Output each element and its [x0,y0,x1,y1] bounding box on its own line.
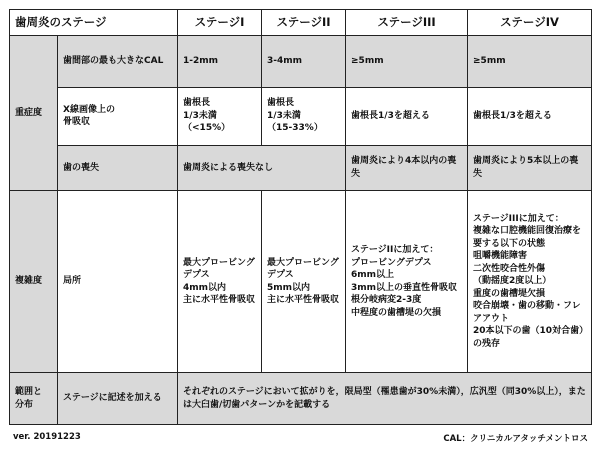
complexity-stage-4: ステージIIIに加えて： 複雑な口腔機能回復治療を要する以下の状態 咀嚼機能障害 二次性咬合性外傷 （動揺度2度以上） 重度の歯槽堤欠損 咬合崩壊・歯の移動・フレアアウト 20本以下の歯（10対合歯）の残存 [468,191,592,373]
bone-loss-stage-1: 歯根長 1/3未満 （<15%） [178,87,262,145]
bone-loss-label: X線画像上の 骨吸収 [58,87,178,145]
cal-footnote: CAL：クリニカルアタッチメントロス [443,434,588,444]
bone-loss-stage-3: 歯根長1/3を超える [346,87,468,145]
complexity-stage-2: 最大プロービングデプス 5mm以内 主に水平性骨吸収 [262,191,346,373]
tooth-loss-stage-4: 歯周炎により5本以上の喪失 [468,145,592,191]
periodontitis-stage-table [9,9,592,425]
severity-category: 重症度 [10,35,58,190]
header-row [10,10,592,36]
version-label: ver. 20191223 [13,432,81,442]
bone-loss-row [10,87,592,145]
stage-1-header: ステージI [178,10,262,36]
stage-4-header: ステージIV [468,10,592,36]
table-title: 歯周炎のステージ [10,10,178,36]
extent-description: それぞれのステージにおいて拡がりを，限局型（罹患歯が30%未満），広汎型（同30%以上），または大臼歯/切歯パターンかを記載する [178,373,592,425]
bone-loss-stage-4: 歯根長1/3を超える [468,87,592,145]
complexity-stage-3: ステージIIに加えて： プロービングデプス 6mm以上 3mm以上の垂直性骨吸収 根分岐病変2-3度 中程度の歯槽堤の欠損 [346,191,468,373]
stage-3-header: ステージIII [346,10,468,36]
bone-loss-stage-2: 歯根長 1/3未満 （15-33%） [262,87,346,145]
extent-label: ステージに記述を加える [58,373,178,425]
cal-stage-3: ≥5mm [346,35,468,87]
stage-2-header: ステージII [262,10,346,36]
complexity-stage-1: 最大プロービングデプス 4mm以内 主に水平性骨吸収 [178,191,262,373]
complexity-row [10,191,592,373]
cal-stage-2: 3-4mm [262,35,346,87]
complexity-label: 局所 [58,191,178,373]
complexity-category: 複雑度 [10,191,58,373]
cal-stage-4: ≥5mm [468,35,592,87]
extent-row [10,373,592,425]
tooth-loss-stage-1-2: 歯周炎による喪失なし [178,145,346,191]
cal-label: 歯間部の最も大きなCAL [58,35,178,87]
extent-category: 範囲と 分布 [10,373,58,425]
tooth-loss-stage-3: 歯周炎により4本以内の喪失 [346,145,468,191]
cal-row [10,35,592,87]
tooth-loss-row [10,145,592,191]
cal-stage-1: 1-2mm [178,35,262,87]
tooth-loss-label: 歯の喪失 [58,145,178,191]
